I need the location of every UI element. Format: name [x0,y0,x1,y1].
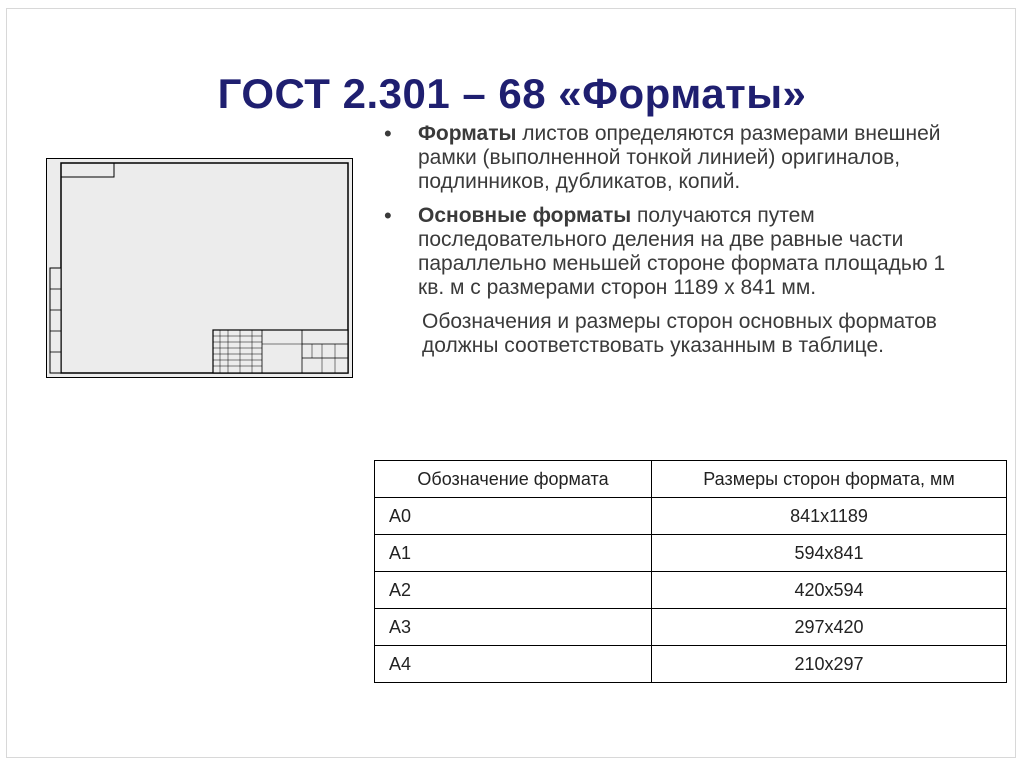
table-row [375,609,1007,646]
table-row [375,572,1007,609]
format-size: 420x594 [652,572,1007,609]
formats-table [374,460,1007,683]
bullet-bold-term: Основные форматы [418,204,632,227]
table-row [375,646,1007,683]
bullet-item-formats [384,122,964,194]
format-size: 594x841 [652,535,1007,572]
left-margin-strip [50,268,61,373]
table-row [375,535,1007,572]
header-designation: Обозначение формата [375,461,652,498]
format-name: А2 [375,572,652,609]
format-size: 297x420 [652,609,1007,646]
format-name: А4 [375,646,652,683]
bullet-dot-icon: • [384,203,392,228]
table-note: Обозначения и размеры сторон основных форматов должны соответствовать указанным в таблице. [422,310,937,357]
header-dimensions: Размеры сторон формата, мм [652,461,1007,498]
title-block [213,330,348,373]
format-name: А3 [375,609,652,646]
bullet-text: листов определяются размерами внешней рамки (выполненной тонкой линией) оригиналов, подлинников, дубликатов, копий. [418,122,941,193]
table-row [375,498,1007,535]
bullet-text: получаются путем последовательного деления на две равные части параллельно меньшей стороне формата площадью 1 кв. м с размерами сторон 1189 x 841 мм. [418,204,946,299]
format-name: А1 [375,535,652,572]
format-size: 841x1189 [652,498,1007,535]
bullet-list [384,122,964,358]
format-size: 210x297 [652,646,1007,683]
bullet-bold-term: Форматы [418,122,517,145]
format-name: А0 [375,498,652,535]
table-header-row [375,461,1007,498]
bullet-dot-icon: • [384,121,392,146]
bullet-item-basic-formats [384,204,964,300]
page-title: ГОСТ 2.301 – 68 «Форматы» [217,70,807,117]
drawing-sheet-illustration [46,158,353,378]
